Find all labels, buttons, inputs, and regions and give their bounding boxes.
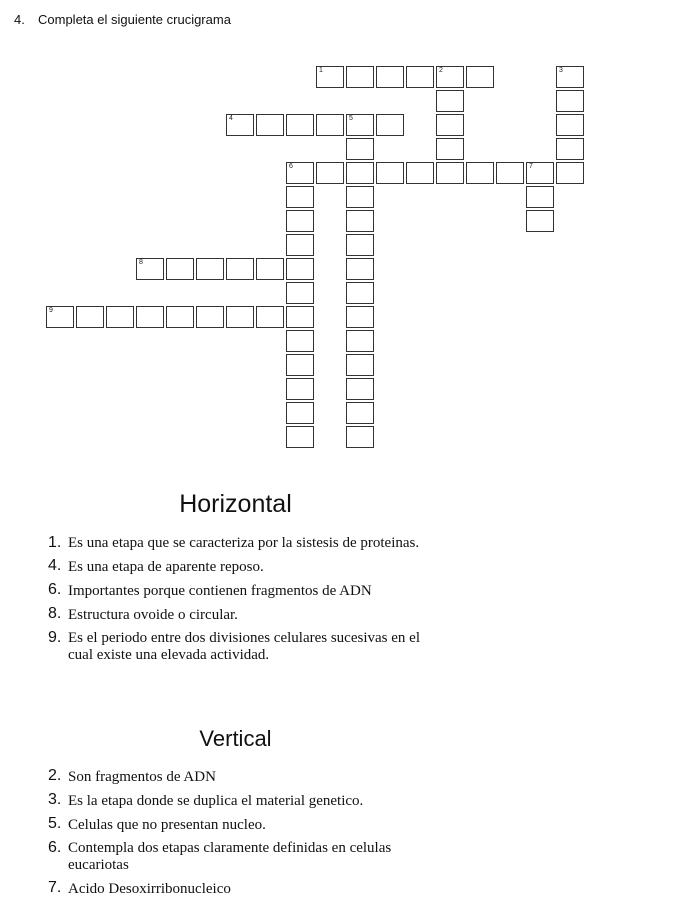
clue-text: Importantes porque contienen fragmentos de ADN: [68, 583, 372, 599]
crossword-cell[interactable]: [136, 258, 164, 280]
crossword-cell[interactable]: [526, 186, 554, 208]
clue-number: 6.: [48, 839, 62, 856]
crossword-cell[interactable]: [346, 402, 374, 424]
crossword-cell[interactable]: [466, 66, 494, 88]
crossword-cell[interactable]: [556, 90, 584, 112]
clue-text: Son fragmentos de ADN: [68, 769, 216, 785]
horizontal-title: Horizontal: [179, 490, 292, 518]
crossword-cell[interactable]: [166, 306, 194, 328]
crossword-cell[interactable]: [256, 306, 284, 328]
cell-number-label: 3: [559, 67, 563, 74]
crossword-cell[interactable]: [286, 306, 314, 328]
crossword-cell[interactable]: [346, 186, 374, 208]
clue-text: Acido Desoxirribonucleico: [68, 881, 231, 897]
crossword-cell[interactable]: [346, 282, 374, 304]
crossword-cell[interactable]: [286, 354, 314, 376]
crossword-cell[interactable]: [346, 138, 374, 160]
clue-number: 5.: [48, 815, 62, 832]
crossword-cell[interactable]: [106, 306, 134, 328]
clue-text: Estructura ovoide o circular.: [68, 607, 238, 623]
cell-number-label: 1: [319, 67, 323, 74]
crossword-cell[interactable]: [436, 138, 464, 160]
crossword-cell[interactable]: [226, 258, 254, 280]
clue-text: Es la etapa donde se duplica el material genetico.: [68, 793, 364, 809]
crossword-cell[interactable]: [526, 162, 554, 184]
clue-text: Celulas que no presentan nucleo.: [68, 817, 266, 833]
crossword-cell[interactable]: [376, 162, 404, 184]
crossword-cell[interactable]: [286, 258, 314, 280]
clue-v6: [48, 840, 468, 874]
cell-number-label: 9: [49, 307, 53, 314]
crossword-cell[interactable]: [346, 162, 374, 184]
crossword-cell[interactable]: [286, 234, 314, 256]
crossword-cell[interactable]: [436, 162, 464, 184]
crossword-cell[interactable]: [436, 66, 464, 88]
crossword-cell[interactable]: [406, 162, 434, 184]
crossword-cell[interactable]: [436, 90, 464, 112]
clue-text: Contempla dos etapas claramente definidas en celulas eucariotas: [68, 840, 392, 873]
clue-h1: [48, 535, 468, 552]
clue-number: 7.: [48, 879, 62, 896]
exercise-title: Completa el siguiente crucigrama: [38, 12, 231, 27]
crossword-cell[interactable]: [556, 66, 584, 88]
crossword-cell[interactable]: [346, 210, 374, 232]
clue-v7: [48, 880, 468, 898]
crossword-cell[interactable]: [286, 282, 314, 304]
crossword-cell[interactable]: [76, 306, 104, 328]
cell-number-label: 2: [439, 67, 443, 74]
clue-number: 4.: [48, 557, 62, 574]
crossword-cell[interactable]: [286, 330, 314, 352]
vertical-clues: [48, 768, 468, 904]
crossword-cell[interactable]: [346, 258, 374, 280]
crossword-cell[interactable]: [346, 354, 374, 376]
crossword-cell[interactable]: [406, 66, 434, 88]
clue-h4: [48, 558, 468, 576]
clue-v2: [48, 768, 468, 786]
crossword-cell[interactable]: [376, 66, 404, 88]
crossword-cell[interactable]: [346, 378, 374, 400]
crossword-cell[interactable]: [316, 114, 344, 136]
clue-number: 3.: [48, 791, 62, 808]
cell-number-label: 6: [289, 163, 293, 170]
crossword-cell[interactable]: [556, 162, 584, 184]
clue-text: Es una etapa que se caracteriza por la sistesis de proteinas.: [68, 535, 420, 551]
crossword-cell[interactable]: [526, 210, 554, 232]
exercise-number: 4.: [14, 12, 25, 27]
horizontal-clues: [48, 535, 468, 670]
crossword-cell[interactable]: [256, 258, 284, 280]
crossword-cell[interactable]: [196, 306, 224, 328]
crossword-cell[interactable]: [316, 162, 344, 184]
crossword-cell[interactable]: [196, 258, 224, 280]
crossword-cell[interactable]: [166, 258, 194, 280]
crossword-cell[interactable]: [226, 306, 254, 328]
crossword-cell[interactable]: [346, 66, 374, 88]
crossword-cell[interactable]: [136, 306, 164, 328]
clue-h8: [48, 606, 468, 624]
clue-number: 2.: [48, 767, 62, 784]
clue-v3: [48, 792, 468, 810]
crossword-cell[interactable]: [286, 186, 314, 208]
clue-text: Es una etapa de aparente reposo.: [68, 559, 264, 575]
clue-v5: [48, 816, 468, 834]
cell-number-label: 4: [229, 115, 233, 122]
crossword-cell[interactable]: [556, 114, 584, 136]
cell-number-label: 8: [139, 259, 143, 266]
clue-number: 8.: [48, 605, 62, 622]
crossword-cell[interactable]: [286, 210, 314, 232]
crossword-cell[interactable]: [496, 162, 524, 184]
crossword-cell[interactable]: [346, 114, 374, 136]
crossword-cell[interactable]: [466, 162, 494, 184]
crossword-cell[interactable]: [346, 330, 374, 352]
vertical-title: Vertical: [199, 726, 272, 751]
crossword-cell[interactable]: [286, 114, 314, 136]
clue-number: 1.: [48, 534, 62, 551]
crossword-cell[interactable]: [316, 66, 344, 88]
crossword-cell[interactable]: [226, 114, 254, 136]
crossword-cell[interactable]: [286, 402, 314, 424]
clue-number: 9.: [48, 629, 62, 646]
crossword-cell[interactable]: [346, 234, 374, 256]
cell-number-label: 5: [349, 115, 353, 122]
crossword-cell[interactable]: [376, 114, 404, 136]
clue-h6: [48, 582, 468, 600]
crossword-cell[interactable]: [256, 114, 284, 136]
crossword-cell[interactable]: [46, 306, 74, 328]
crossword-cell[interactable]: [556, 138, 584, 160]
crossword-cell[interactable]: [436, 114, 464, 136]
crossword-cell[interactable]: [346, 306, 374, 328]
clue-text: Es el periodo entre dos divisiones celulares sucesivas en el cual existe una elevada actividad.: [68, 630, 420, 663]
crossword-cell[interactable]: [286, 426, 314, 448]
crossword-cell[interactable]: [286, 162, 314, 184]
cell-number-label: 7: [529, 163, 533, 170]
clue-h9: [48, 630, 468, 664]
crossword-cell[interactable]: [346, 426, 374, 448]
crossword-cell[interactable]: [286, 378, 314, 400]
clue-number: 6.: [48, 581, 62, 598]
